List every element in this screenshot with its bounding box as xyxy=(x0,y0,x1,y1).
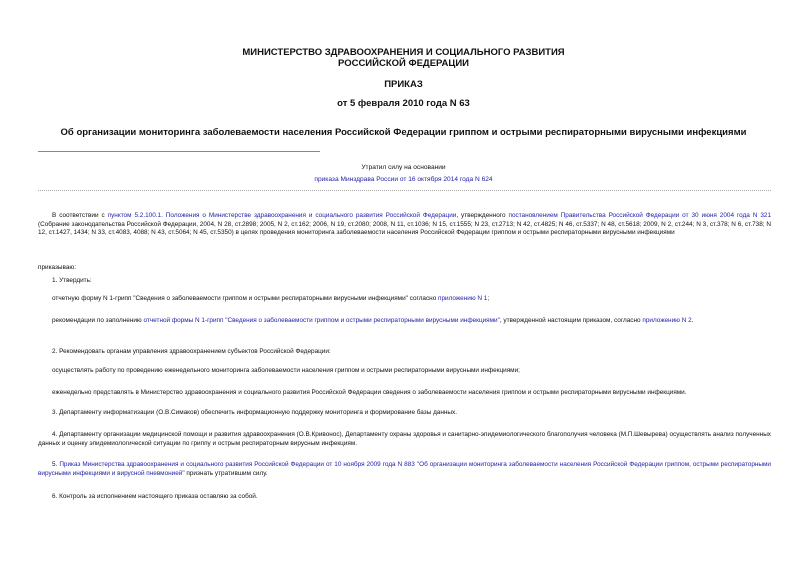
item-2: 2. Рекомендовать органам управления здравоохранением субъектов Российской Федерации: xyxy=(52,348,331,355)
order-word: приказываю: xyxy=(38,264,76,271)
form-n1-link[interactable]: отчетной формы N 1-грипп "Сведения о заболеваемости гриппом и острыми респираторными вирусными инфекциями" xyxy=(143,317,500,324)
item-4: 4. Департаменту организации медицинской помощи и развития здравоохранения (О.В.Кривонос), Департаменту охраны здоровья и санитарно-эпидемиологического благополучия человека (М.П.Шевырева) осуществлять анализ полученных данных и оценку эпидемиологической ситуации по гриппу и острым респираторным вирусным инфекциям. xyxy=(38,431,771,447)
divider-dotted xyxy=(38,190,771,191)
item-5: 5. Приказ Министерства здравоохранения и социального развития Российской Федерации от 10 ноября 2009 года N 883 "Об организации мониторинга заболеваемости населения Российской Федерации гриппом, острыми респираторными вирусными инфекциями и вирусной пневмонией" признать утратившим силу. xyxy=(38,461,771,477)
item-1-recommendations: рекомендации по заполнению отчетной формы N 1-грипп "Сведения о заболеваемости гриппом и острыми респираторными вирусными инфекциями", утвержденной настоящим приказом, согласно приложению N 2. xyxy=(52,317,694,324)
doc-title: Об организации мониторинга заболеваемости населения Российской Федерации гриппом и острыми респираторными вирусными инфекциями xyxy=(60,127,747,138)
ministry-title: МИНИСТЕРСТВО ЗДРАВООХРАНЕНИЯ И СОЦИАЛЬНОГО РАЗВИТИЯ РОССИЙСКОЙ ФЕДЕРАЦИИ xyxy=(242,47,565,69)
item-1-form: отчетную форму N 1-грипп "Сведения о заболеваемости гриппом и острыми респираторными вирусными инфекциями" согласно приложению N 1; xyxy=(52,295,490,302)
preamble-link-2[interactable]: постановлением Правительства Российской Федерации от 30 июня 2004 года N 321 xyxy=(508,212,772,219)
item-6: 6. Контроль за исполнением настоящего приказа оставляю за собой. xyxy=(52,493,258,500)
repealed-order-link[interactable]: Приказ Министерства здравоохранения и социального развития Российской Федерации от 10 ноября 2009 года N 883 "Об организации мониторинга заболеваемости населения Российской Федерации гриппом, острыми респираторными вирусными инфекциями и вирусной пневмонией" xyxy=(38,461,771,477)
item-2-b: еженедельно представлять в Министерство здравоохранения и социального развития Российской Федерации сведения о заболеваемости населения гриппом и острыми респираторными вирусными инфекциями. xyxy=(52,389,687,396)
appendix-1-link[interactable]: приложению N 1 xyxy=(438,295,488,302)
appendix-2-link[interactable]: приложению N 2 xyxy=(642,317,692,324)
item-3: 3. Департаменту информатизации (О.В.Симаков) обеспечить информационную поддержку мониторинга и формирование базы данных. xyxy=(52,409,457,416)
item-2-a: осуществлять работу по проведению еженедельного мониторинга заболеваемости населения гриппом и острыми респираторными вирусными инфекциями; xyxy=(52,367,520,374)
preamble-link-1[interactable]: пунктом 5.2.100.1. Положения о Министерстве здравоохранения и социального развития Российской Федерации xyxy=(107,212,457,219)
doc-date-number: от 5 февраля 2010 года N 63 xyxy=(337,98,470,109)
preamble: В соответствии с пунктом 5.2.100.1. Положения о Министерстве здравоохранения и социального развития Российской Федерации, утвержденного постановлением Правительства Российской Федерации от 30 июня 2004 года N 321 (Собрание законодательства Российской Федерации, 2004, N 28, ст.2898; 2005, N 2, ст.162; 2006, N 19, ст.2080; 2008, N 11, ст.1036; N 15, ст.1555; N 23, ст.2713; N 42, ст.4825; N 46, ст.5337; N 48, ст.5618; 2009, N 2, ст.244; N 3, ст.378; N 6, ст.738; N 12, ст.1427, 1434; N 33, ст.4083, 4088; N 43, ст.5064; N 45, ст.5350) в целях проведения мониторинга заболеваемости населения Российской Федерации гриппом и острыми респираторными вирусными инфекциями xyxy=(38,212,772,236)
divider xyxy=(38,151,320,152)
repeal-link[interactable]: приказа Минздрава России от 16 октября 2014 года N 624 xyxy=(314,176,493,183)
doc-type: ПРИКАЗ xyxy=(384,79,423,90)
repeal-note: Утратил силу на основании xyxy=(361,164,446,171)
item-1: 1. Утвердить: xyxy=(52,277,92,284)
